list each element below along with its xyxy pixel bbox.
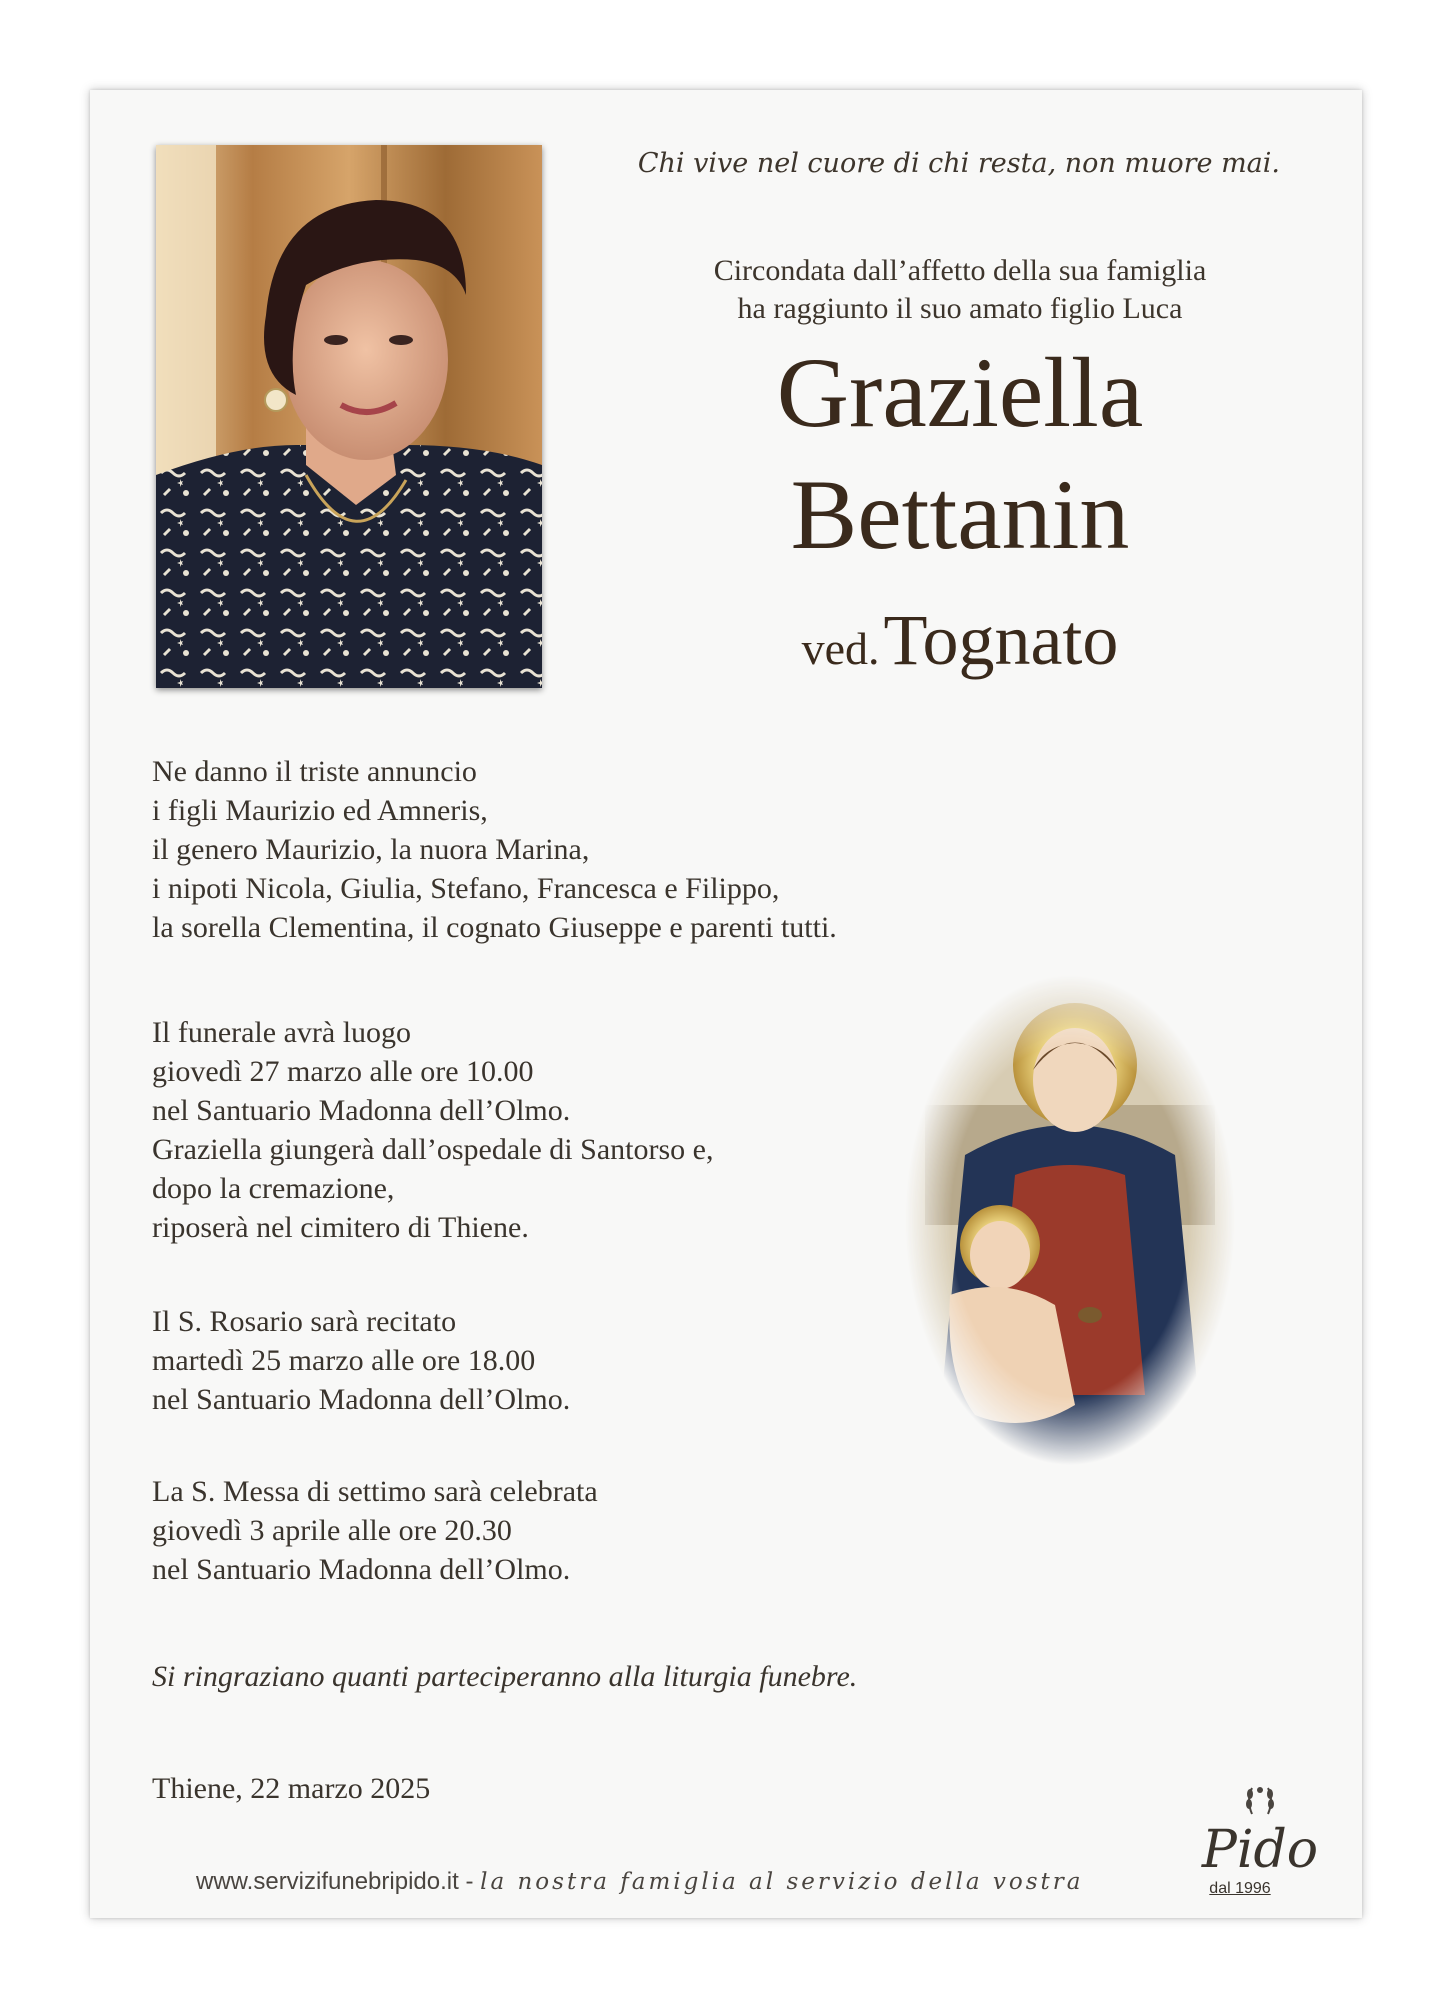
portrait-photo [156, 145, 542, 688]
deceased-last-name: Bettanin [790, 459, 1130, 570]
thanks-text: Si ringraziano quanti parteciperanno alla liturgia funebre. [152, 1660, 858, 1693]
funeral-line: nel Santuario Madonna dell’Olmo. [152, 1094, 571, 1127]
announcement-line: i nipoti Nicola, Giulia, Stefano, Francesca e Filippo, [152, 872, 780, 905]
married-name-line [620, 600, 1300, 700]
announcement-line: la sorella Clementina, il cognato Giuseppe e parenti tutti. [152, 911, 837, 944]
announcement-line: i figli Maurizio ed Amneris, [152, 794, 488, 827]
company-logo [1190, 1780, 1330, 1897]
place-date: Thiene, 22 marzo 2025 [152, 1772, 431, 1805]
footer-motto: la nostra famiglia al servizio della vostra [480, 1869, 1084, 1895]
mass-line: giovedì 3 aprile alle ore 20.30 [152, 1514, 512, 1547]
mass-block [152, 1472, 598, 1589]
rosary-line: Il S. Rosario sarà recitato [152, 1305, 457, 1338]
funeral-line: Graziella giungerà dall’ospedale di Santorso e, [152, 1133, 714, 1166]
intro-line: Circondata dall’affetto della sua famiglia [713, 254, 1207, 287]
wreath-icon [1190, 1780, 1330, 1825]
rosary-block [152, 1302, 570, 1419]
funeral-line: giovedì 27 marzo alle ore 10.00 [152, 1055, 534, 1088]
announcement-block [152, 752, 837, 947]
widow-prefix: ved. [801, 623, 880, 674]
madonna-image [905, 975, 1235, 1465]
funeral-line: riposerà nel cimitero di Thiene. [152, 1211, 529, 1244]
website-link[interactable]: www.servizifunebripido.it - [196, 1868, 481, 1895]
mass-line: La S. Messa di settimo sarà celebrata [152, 1475, 598, 1508]
funeral-block [152, 1013, 713, 1247]
rosary-line: martedì 25 marzo alle ore 18.00 [152, 1344, 536, 1377]
memorial-quote: Chi vive nel cuore di chi resta, non muore mai. [637, 148, 1280, 179]
funeral-line: dopo la cremazione, [152, 1172, 395, 1205]
footer [196, 1868, 1084, 1896]
married-name: Tognato [883, 600, 1119, 680]
deceased-first-name: Graziella [776, 337, 1144, 448]
funeral-line: Il funerale avrà luogo [152, 1016, 412, 1049]
brand-since: dal 1996 [1209, 1880, 1271, 1897]
announcement-line: Ne danno il triste annuncio [152, 755, 477, 788]
announcement-line: il genero Maurizio, la nuora Marina, [152, 833, 590, 866]
intro-text [620, 252, 1300, 328]
rosary-line: nel Santuario Madonna dell’Olmo. [152, 1383, 571, 1416]
brand-name: Pido [1201, 1820, 1319, 1880]
intro-line: ha raggiunto il suo amato figlio Luca [737, 292, 1183, 325]
mass-line: nel Santuario Madonna dell’Olmo. [152, 1553, 571, 1586]
